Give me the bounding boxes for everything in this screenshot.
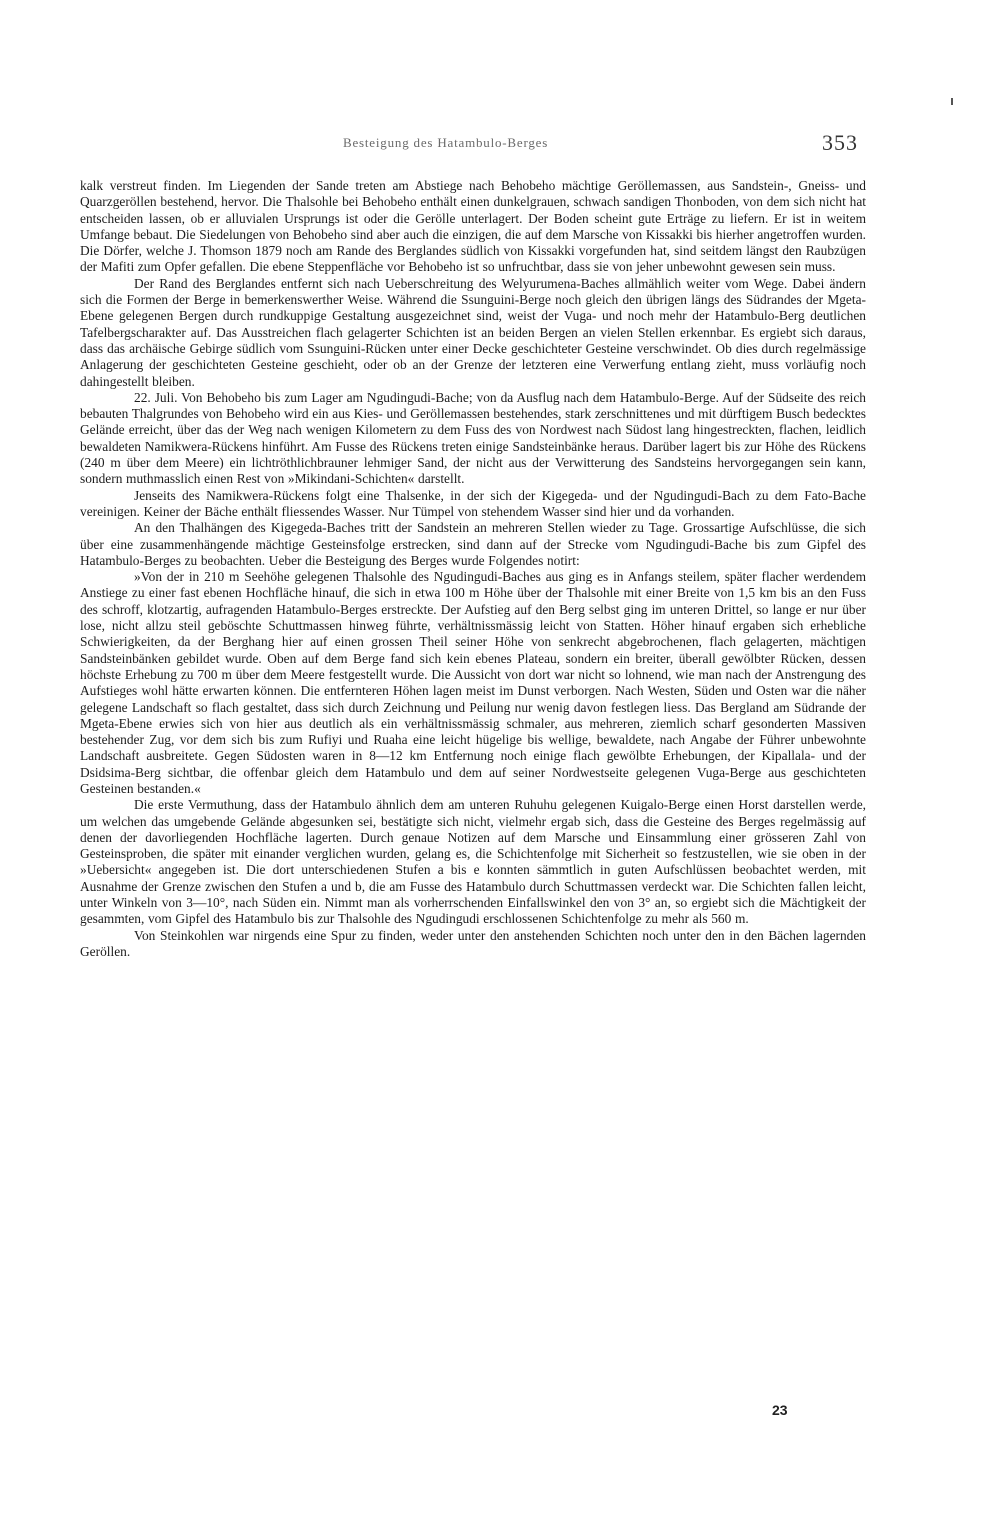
margin-mark [951,98,953,105]
body-text [80,178,866,960]
paragraph-4: Jenseits des Namikwera-Rückens folgt eine Thalsenke, in der sich der Kigegeda- und der Ngudingudi-Bach zu dem Fato-Bache vereinigen. Keiner der Bäche enthält fliessendes Wasser. Nur Tümpel von stehendem Wasser sind hier und da vorhanden. [80,487,866,519]
paragraph-5: An den Thalhängen des Kigegeda-Baches tritt der Sandstein an mehreren Stellen wieder zu Tage. Grossartige Aufschlüsse, die sich über eine zusammenhängende mächtige Gesteinsfolge erstrecken, sind dann auf der Strecke vom Ngudingudi-Bache bis zum Gipfel des Hatambulo-Berges zu beobachten. Ueber die Besteigung des Berges wurde Folgendes notirt: [80,520,866,568]
signature-mark: 23 [772,1402,788,1418]
paragraph-3: 22. Juli. Von Behobeho bis zum Lager am Ngudingudi-Bache; von da Ausflug nach dem Hatambulo-Berge. Auf der Südseite des reich bebauten Thalgrundes von Behobeho wird ein aus Kies- und Geröllemassen bestehendes, stark zerschnittenes und mit dürftigem Busch bedecktes Gelände erreicht, über das der Weg nach wenigen Kilometern zu dem Fuss des von Nordwest nach Südost lang hingestreckten, flachen, leidlich bewaldeten Namikwera-Rückens hinführt. Am Fusse des Rückens treten einige Sandsteinbänke heraus. Darüber lagert bis zur Höhe des Rückens (240 m über dem Meere) ein lichtröthlichbrauner lehmiger Sand, der nicht aus der Verwitterung des Sandsteins hervorgegangen sein kann, sondern muthmasslich einen Rest von »Mikindani-Schichten« darstellt. [80,389,866,487]
paragraph-6: »Von der in 210 m Seehöhe gelegenen Thalsohle des Ngudingudi-Baches aus ging es in Anfangs steilem, später flacher werdendem Anstiege zu einer fast ebenen Hochfläche hinauf, die sich in etwa 100 m Höhe über der Thalsohle mit einer Breite von 1,5 km bis an den Fuss des schroff, klotzartig, aufragenden Hatambulo-Berges erstreckte. Der Aufstieg auf den Berg selbst ging im unteren Drittel, so lange er nur über lose, nicht allzu steil geböschte Schuttmassen hinweg führte, verhältnissmässig leicht von Statten. Höher hinauf ergaben sich erhebliche Schwierigkeiten, da der Berghang hier auf einen grossen Theil seiner Höhe von senkrecht abgebrochenen, flach gelagerten, mächtigen Sandsteinbänken gebildet wurde. Oben auf dem Berge fand sich kein ebenes Plateau, sondern ein breiter, überall gewölbter Rücken, dessen höchste Erhebung zu 700 m über dem Meere festgestellt wurde. Die Aussicht von dort war nicht so lohnend, wie man nach der Anstrengung des Aufstieges wohl hätte erwarten können. Die entfernteren Höhen lagen meist im Dunst verborgen. Nach Westen, Süden und Osten war die näher gelegene Landschaft so flach gestaltet, dass sich durch Zeichnung und Peilung nur wenig davon festlegen liess. Das Bergland am Südrande der Mgeta-Ebene erwies sich von hier aus deutlich als ein verhältnissmässig schmaler, aus mehreren, ziemlich scharf gesonderten Massiven bestehender Zug, vor dem sich bis zum Rufiyi und Ruaha eine leicht hügelige bis wellige, bewaldete, nach Angabe der Führer unbewohnte Landschaft ausbreitete. Gegen Südosten waren in 8—12 km Entfernung noch einige flach gewölbte Erhebungen, der Kipallala- und der Dsidsima-Berg sichtbar, die offenbar gleich dem Hatambulo und dem auf seiner Nordwestseite gelegenen Vuga-Berge aus geschichteten Gesteinen bestanden.« [80,569,866,796]
paragraph-1: kalk verstreut finden. Im Liegenden der Sande treten am Abstiege nach Behobeho mächtige Geröllemassen, aus Sandstein-, Gneiss- und Quarzgeröllen bestehend, hervor. Die Thalsohle bei Behobeho enthält einen dunkelgrauen, schwach sandigen Thonboden, von dem sich nicht hat entscheiden lassen, ob er alluvialen Ursprungs ist oder die Gerölle unterlagert. Der Boden scheint gute Erträge zu liefern. Er ist in weitem Umfange bebaut. Die Siedelungen von Behobeho sind aber auch die einzigen, die auf dem Marsche von Kissakki bis hierher angetroffen wurden. Die Dörfer, welche J. Thomson 1879 noch am Rande des Berglandes südlich von Kissakki vorgefunden hat, sind seitdem längst den Raubzügen der Mafiti zum Opfer gefallen. Die ebene Steppenfläche vor Behobeho ist so unfruchtbar, dass sie von jeher unbewohnt gewesen sein muss. [80,178,866,275]
paragraph-7: Die erste Vermuthung, dass der Hatambulo ähnlich dem am unteren Ruhuhu gelegenen Kuigalo-Berge einen Horst darstellen werde, um welchen das umgebende Gelände abgesunken sei, bestätigte sich nicht, vielmehr ergab sich, dass die Gesteine des Berges regelmässig auf denen der davorliegenden Hochfläche lagerten. Durch genaue Notizen auf dem Marsche und Einsammlung einer grösseren Zahl von Gesteinsproben, die später mit einander verglichen wurden, gelang es, die Schichtenfolge mit Sicherheit so festzustellen, wie sie oben in der »Uebersicht« angegeben ist. Die dort unterschiedenen Stufen a bis e konnten sämmtlich in guten Aufschlüssen beobachtet werden, mit Ausnahme der Grenze zwischen den Stufen a und b, die am Fusse des Hatambulo durch Schuttmassen verdeckt war. Die Schichten fallen leicht, unter Winkeln von 3—10°, nach Süden ein. Nimmt man als vorherrschenden Einfallswinkel den von 3° an, so ergiebt sich die Mächtigkeit der gesammten, vom Gipfel des Hatambulo bis zur Thalsohle des Ngudingudi erschlossenen Schichtenfolge zu mehr als 560 m. [80,797,866,927]
running-header: Besteigung des Hatambulo-Berges [343,135,549,150]
paragraph-2: Der Rand des Berglandes entfernt sich nach Ueberschreitung des Welyurumena-Baches allmählich weiter vom Wege. Dabei ändern sich die Formen der Berge in bemerkenswerther Weise. Während die Ssunguini-Berge noch gleich den übrigen längs des Südrandes der Mgeta-Ebene gelegenen Bergen durch rundkuppige Gestaltung ausgezeichnet sind, weist der Vuga- und noch mehr der Hatambulo-Berg deutlichen Tafelbergscharakter auf. Das Ausstreichen flach gelagerter Schichten ist an beiden Bergen an vielen Stellen erkennbar. Es ergiebt sich daraus, dass das archäische Gebirge südlich vom Ssunguini-Rücken unter einer Decke geschichteter Gesteine verschwindet. Ob dies durch regelmässige Anlagerung der geschichteten Gesteine geschieht, oder ob an der Grenze der letzteren eine Verwerfung entlang zieht, muss vorläufig noch dahingestellt bleiben. [80,275,866,389]
page-number: 353 [822,130,858,155]
paragraph-8: Von Steinkohlen war nirgends eine Spur zu finden, weder unter den anstehenden Schichten noch unter den in den Bächen lagernden Geröllen. [80,927,866,959]
